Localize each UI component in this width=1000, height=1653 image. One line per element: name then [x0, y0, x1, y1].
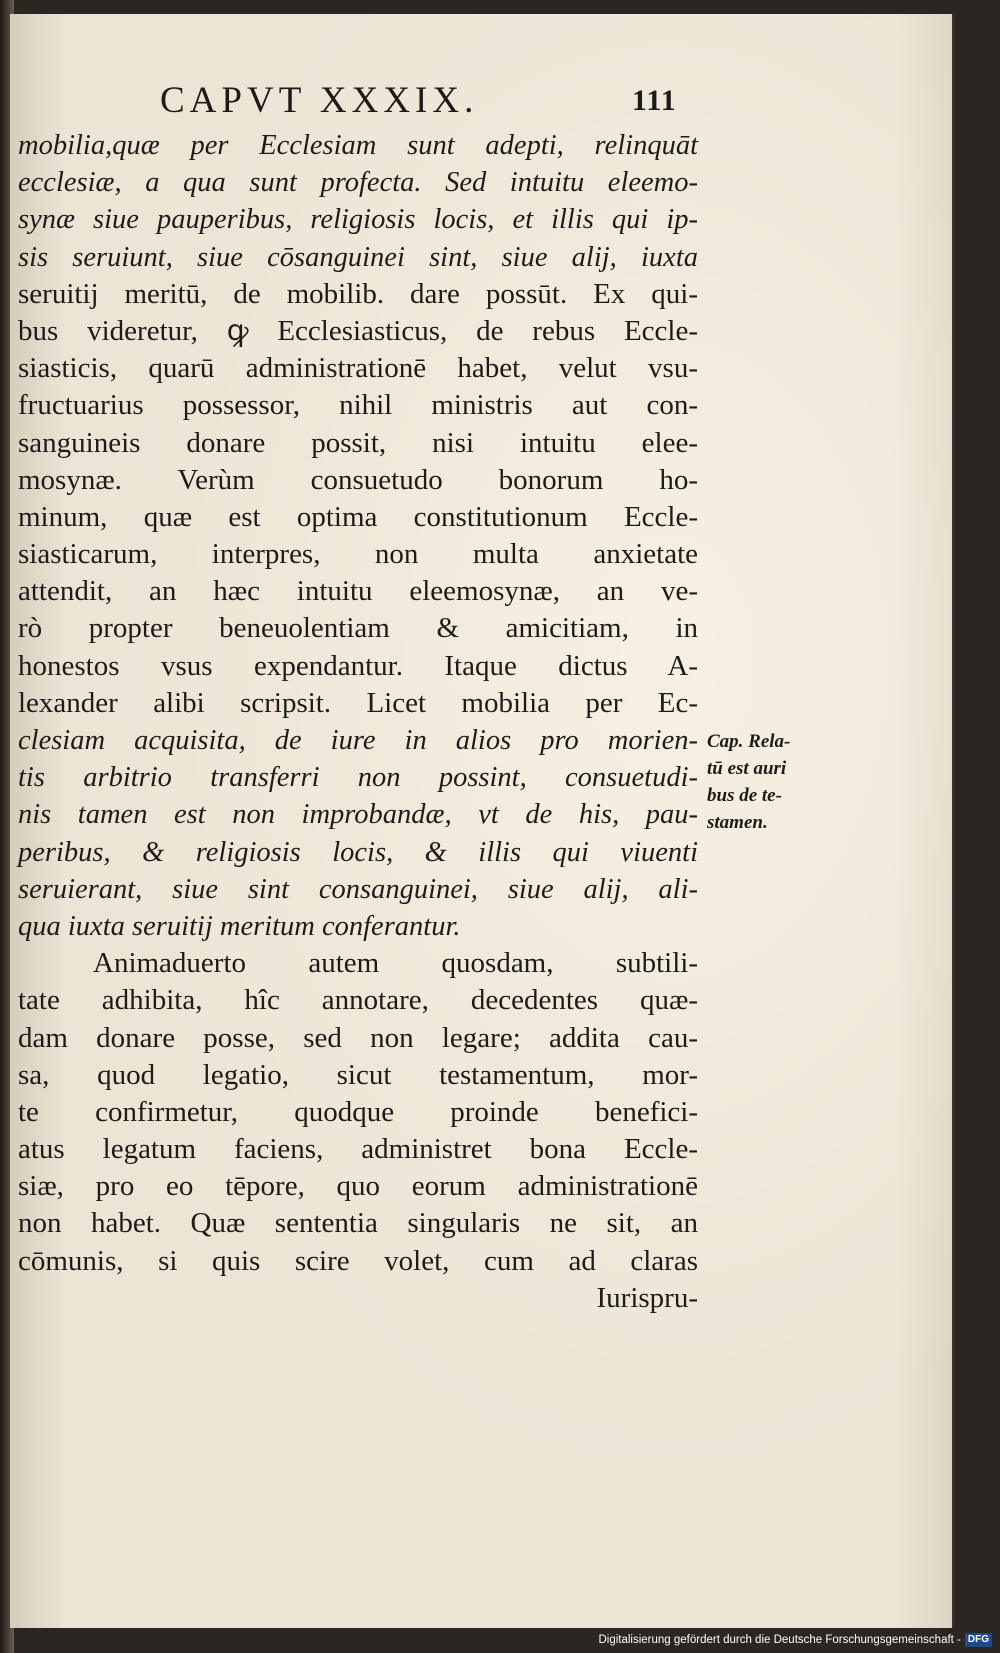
text-line: minum, quæ est optima constitutionum Eccle-: [18, 500, 698, 533]
text-line: te confirmetur, quodque proinde benefici-: [18, 1095, 698, 1128]
dfg-logo: DFG: [965, 1633, 992, 1647]
text-line: peribus, & religiosis locis, & illis qui viuenti: [18, 836, 698, 868]
text-line: siasticarum, interpres, non multa anxietate: [18, 538, 698, 571]
text-line: fructuarius possessor, nihil ministris aut con-: [18, 389, 698, 422]
text-line: seruierant, siue sint consanguinei, siue alij, ali-: [18, 873, 698, 905]
text-line: attendit, an hæc intuitu eleemosynæ, an ve-: [18, 575, 698, 608]
marginal-note-line: tū est auri: [707, 758, 787, 779]
page-number: 111: [632, 84, 677, 117]
body-text: [18, 127, 698, 1317]
book-page: [10, 14, 952, 1628]
text-line: seruitij meritū, de mobilib. dare possūt. Ex qui-: [18, 277, 698, 310]
text-line: synæ siue pauperibus, religiosis locis, et illis qui ip-: [18, 204, 698, 236]
credit-text: Digitalisierung gefördert durch die Deutsche Forschungsgemeinschaft -: [598, 1634, 961, 1646]
text-line: tate adhibita, hîc annotare, decedentes quæ-: [18, 984, 698, 1017]
text-line: siæ, pro eo tēpore, quo eorum administrationē: [18, 1170, 698, 1203]
text-line: atus legatum faciens, administret bona Eccle-: [18, 1133, 698, 1166]
text-line: ecclesiæ, a qua sunt profecta. Sed intuitu eleemo-: [18, 167, 698, 199]
catchword: Iurispru-: [596, 1281, 698, 1314]
text-line: qua iuxta seruitij meritum conferantur.: [18, 910, 461, 942]
text-line: clesiam acquisita, de iure in alios pro morien-: [18, 725, 698, 756]
text-line: cōmunis, si quis scire volet, cum ad claras: [18, 1244, 698, 1277]
text-line: dam donare posse, sed non legare; addita cau-: [18, 1021, 698, 1054]
digitization-credit: [598, 1631, 992, 1649]
text-line: siasticis, quarū administrationē habet, velut vsu-: [18, 352, 698, 385]
text-line: nis tamen est non improbandæ, vt de his, pau-: [18, 799, 698, 831]
text-line: rò propter beneuolentiam & amicitiam, in: [18, 612, 698, 645]
text-line: sanguineis donare possit, nisi intuitu elee-: [18, 426, 698, 459]
text-line: sis seruiunt, siue cōsanguinei sint, siue alij, iuxta: [18, 241, 698, 273]
marginal-note-line: stamen.: [707, 812, 768, 833]
text-line: mobilia,quæ per Ecclesiam sunt adepti, relinquāt: [18, 130, 698, 161]
text-line: tis arbitrio transferri non possint, consuetudi-: [18, 762, 698, 794]
text-line: sa, quod legatio, sicut testamentum, mor-: [18, 1058, 698, 1091]
page-header: [160, 76, 700, 126]
marginal-note: [707, 728, 791, 836]
text-line: non habet. Quæ sententia singularis ne sit, an: [18, 1207, 698, 1240]
text-line: lexander alibi scripsit. Licet mobilia per Ec-: [18, 686, 698, 719]
marginal-note-line: bus de te-: [707, 785, 782, 806]
text-line: bus videretur, ꝙ Ecclesiasticus, de rebus Eccle-: [18, 314, 698, 347]
running-title: CAPVT XXXIX.: [160, 80, 479, 121]
marginal-note-line: Cap. Rela-: [707, 731, 791, 752]
text-line: Animaduerto autem quosdam, subtili-: [93, 947, 698, 980]
text-line: mosynæ. Verùm consuetudo bonorum ho-: [18, 463, 698, 496]
text-line: honestos vsus expendantur. Itaque dictus A-: [18, 649, 698, 682]
